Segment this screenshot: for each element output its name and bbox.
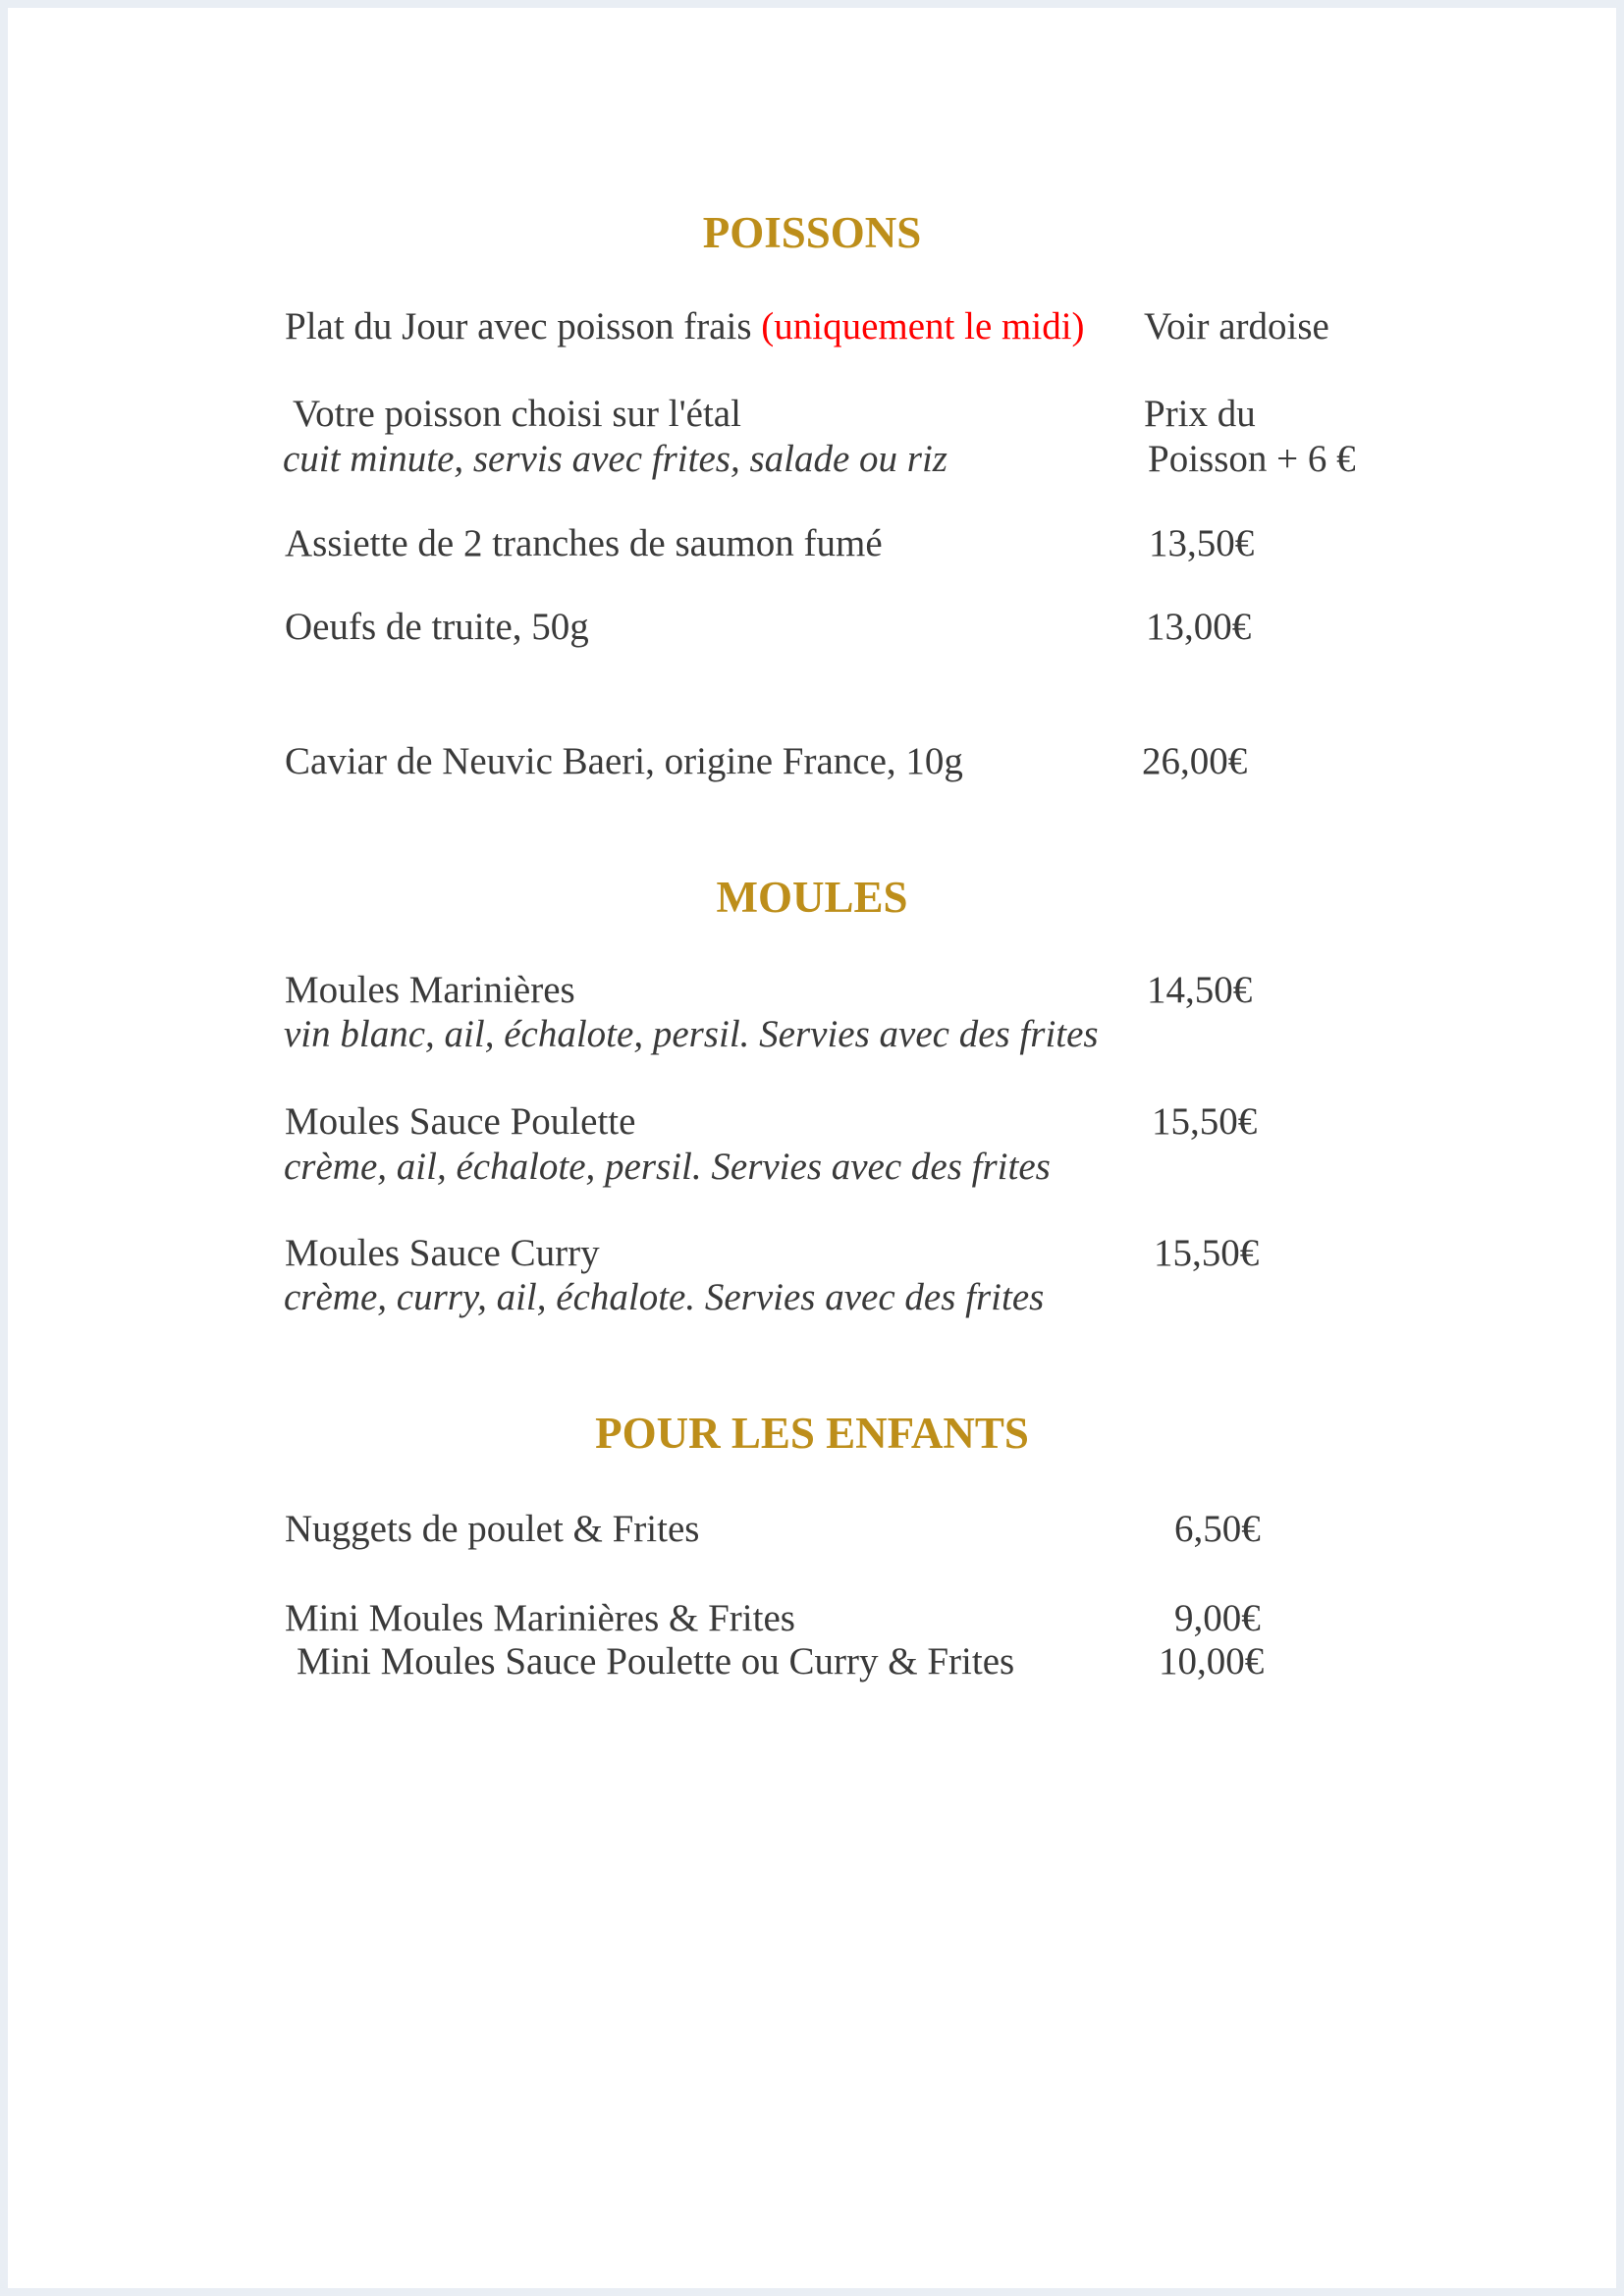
item-price: Voir ardoise	[1144, 305, 1329, 347]
section-title-moules: MOULES	[716, 873, 908, 922]
item-price: 10,00€	[1159, 1640, 1265, 1682]
item-price: 14,50€	[1147, 969, 1253, 1011]
item-name: Mini Moules Sauce Poulette ou Curry & Frites	[297, 1640, 1015, 1682]
item-name-text: Plat du Jour avec poisson frais	[285, 305, 762, 347]
item-name: Moules Sauce Curry	[285, 1232, 600, 1274]
item-name-note-red: (uniquement le midi)	[761, 305, 1085, 347]
item-price: 26,00€	[1142, 740, 1248, 782]
item-price: Prix du	[1144, 393, 1256, 435]
item-name: Oeufs de truite, 50g	[285, 606, 589, 648]
item-price: 15,50€	[1152, 1100, 1258, 1143]
item-desc: crème, curry, ail, échalote. Servies avec des frites	[284, 1276, 1045, 1318]
item-price: 6,50€	[1174, 1508, 1261, 1550]
item-price-line2: Poisson + 6 €	[1148, 438, 1356, 480]
item-price: 13,00€	[1146, 606, 1252, 648]
item-name: Votre poisson choisi sur l'étal	[293, 393, 741, 435]
item-price: 15,50€	[1154, 1232, 1260, 1274]
item-name: Nuggets de poulet & Frites	[285, 1508, 700, 1550]
section-title-poissons: POISSONS	[702, 208, 922, 257]
item-name	[285, 304, 1085, 349]
item-name: Moules Sauce Poulette	[285, 1100, 636, 1143]
item-name: Caviar de Neuvic Baeri, origine France, 10g	[285, 740, 963, 782]
item-name: Mini Moules Marinières & Frites	[285, 1597, 795, 1639]
item-price: 13,50€	[1149, 522, 1255, 564]
item-name: Moules Marinières	[285, 969, 575, 1011]
item-desc: vin blanc, ail, échalote, persil. Servies avec des frites	[284, 1013, 1099, 1055]
item-desc: cuit minute, servis avec frites, salade ou riz	[283, 438, 947, 480]
item-price: 9,00€	[1174, 1597, 1261, 1639]
item-name: Assiette de 2 tranches de saumon fumé	[285, 522, 883, 564]
menu-page	[8, 8, 1616, 2288]
section-title-enfants: POUR LES ENFANTS	[595, 1409, 1029, 1458]
item-desc: crème, ail, échalote, persil. Servies avec des frites	[284, 1146, 1051, 1188]
